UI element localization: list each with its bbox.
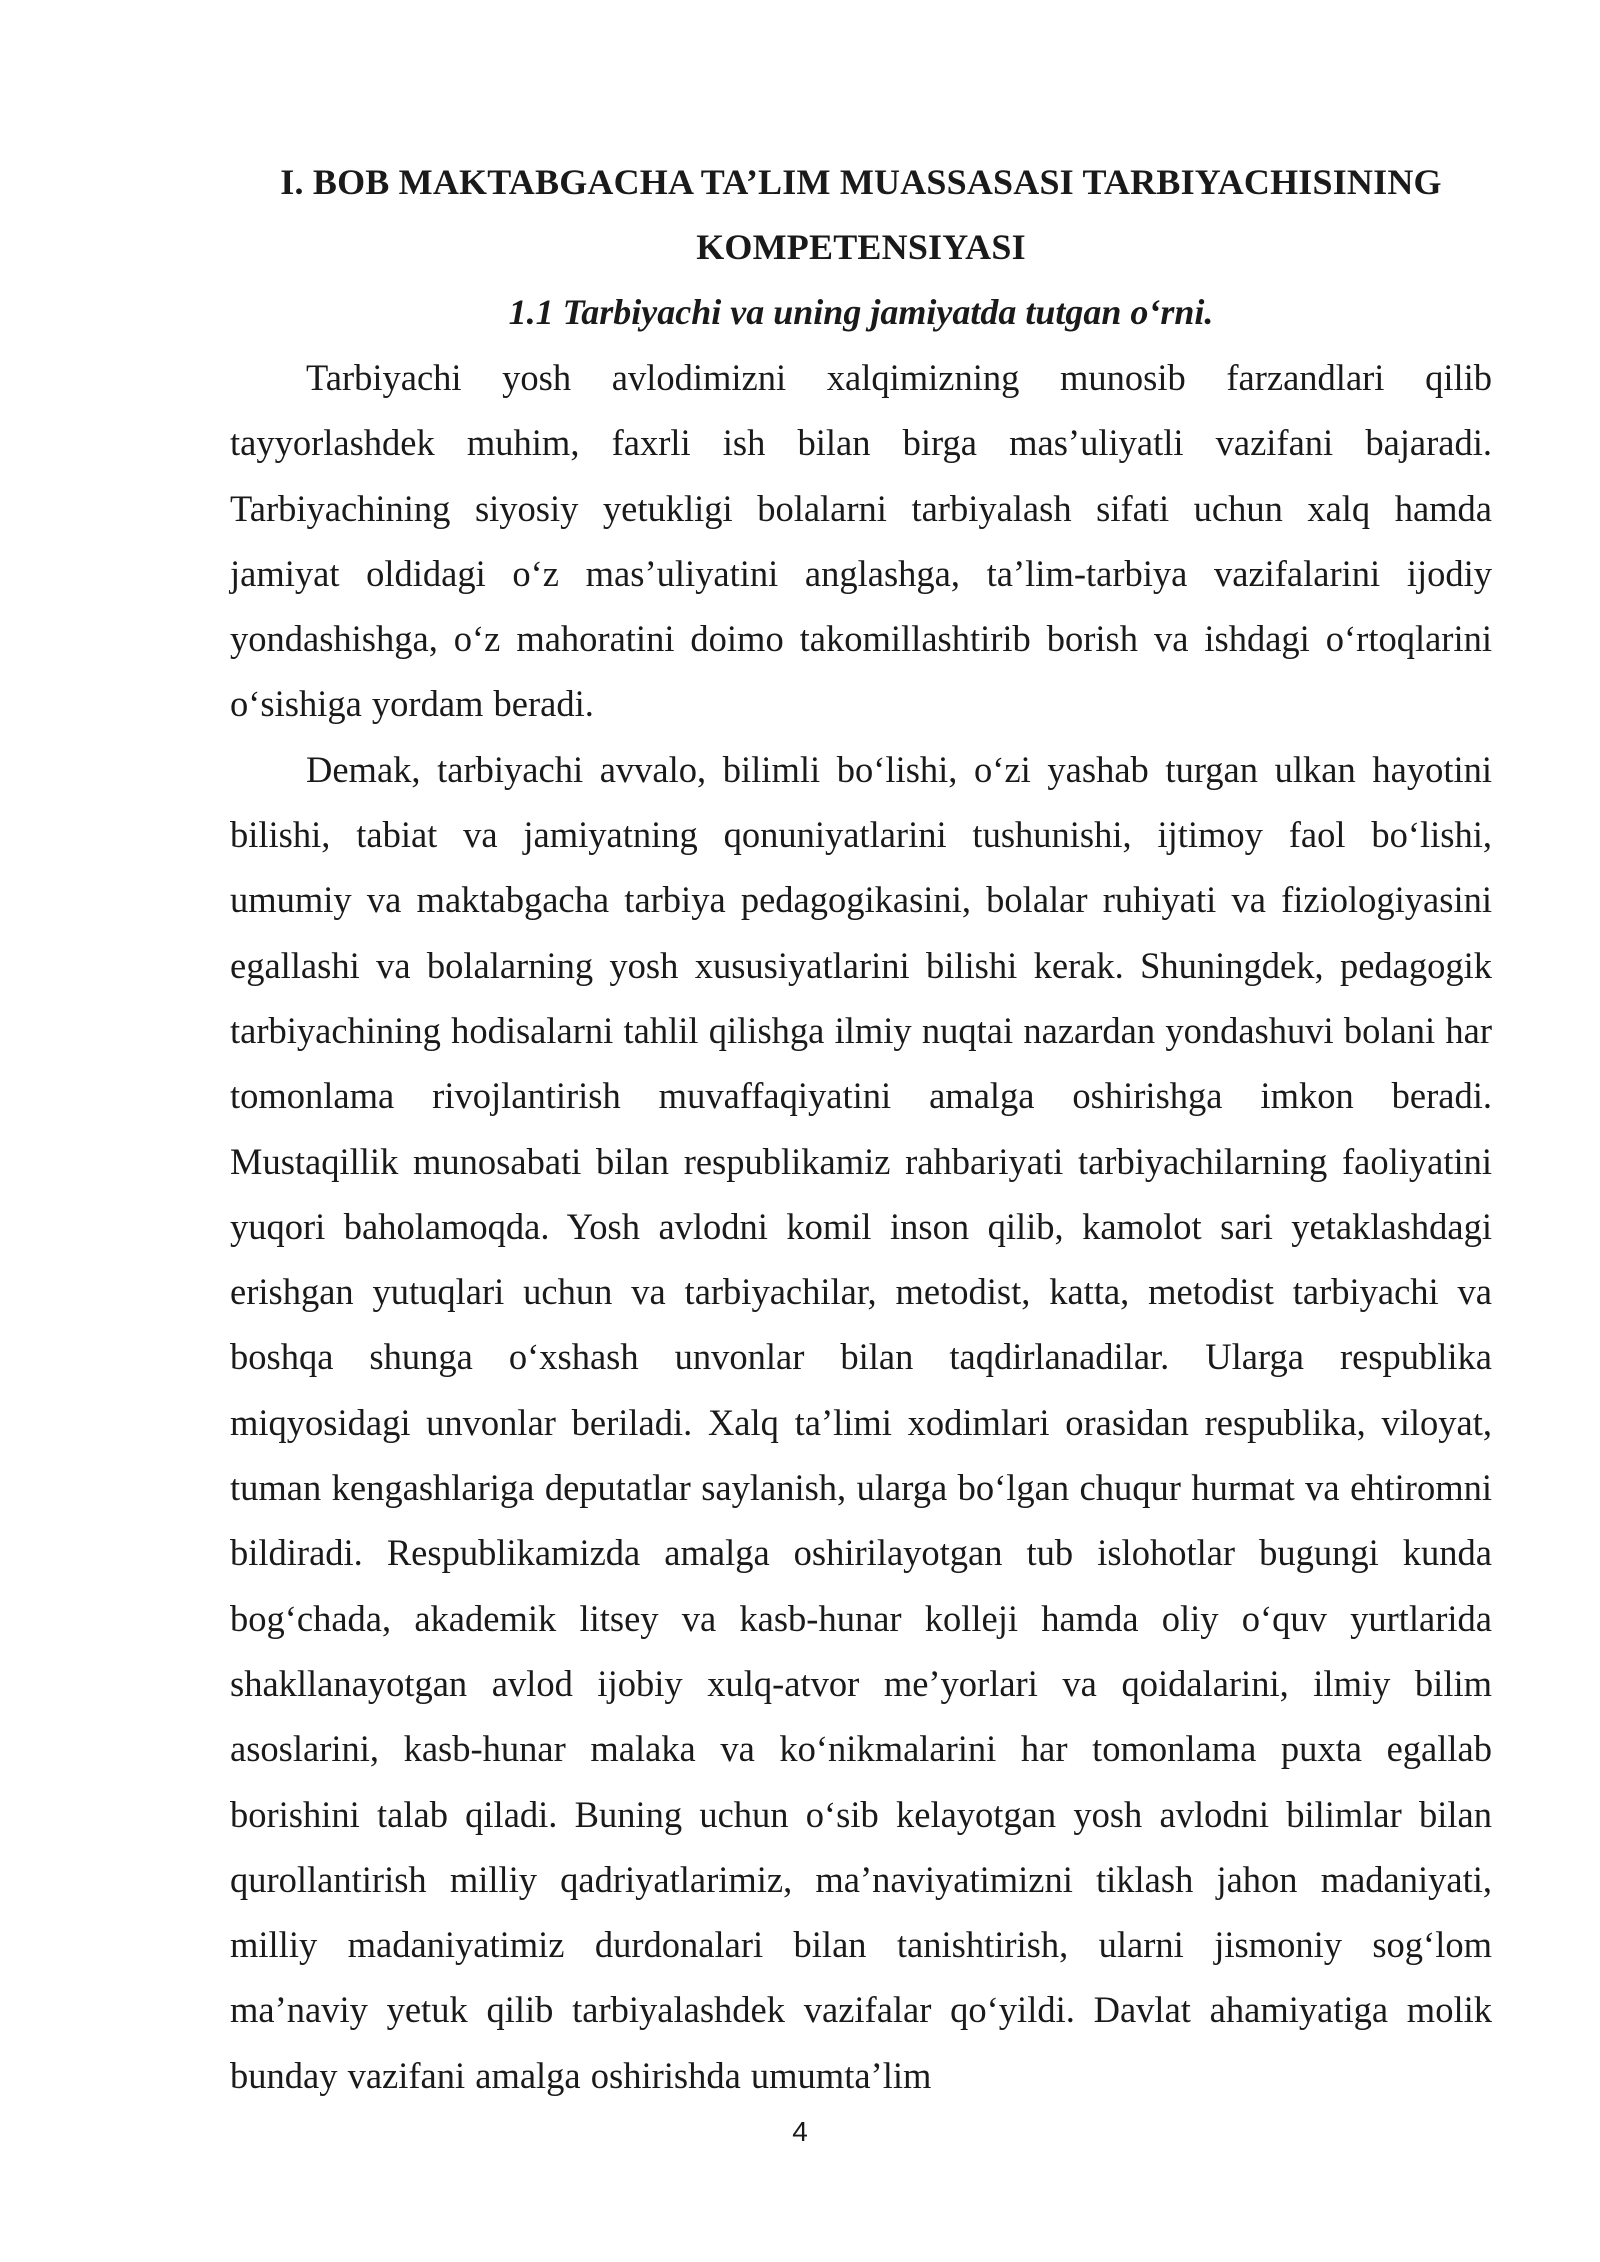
section-title: 1.1 Tarbiyachi va uning jamiyatda tutgan o‘rni. (508, 292, 1214, 332)
page-number: 4 (792, 2116, 808, 2147)
document-page (230, 150, 1492, 2108)
paragraph-2: Demak, tarbiyachi avvalo, bilimli bo‘lishi, o‘zi yashab turgan ulkan hayotini bilishi, tabiat va jamiyatning qonuniyatlarini tushunishi, ijtimoy faol bo‘lishi, umumiy va maktabgacha tarbiya pedagogikasini, bolalar ruhiyati va fiziologiyasini egallashi va bolalarning yosh xususiyatlarini bilishi kerak. Shuningdek, pedagogik tarbiyachining hodisalarni tahlil qilishga ilmiy nuqtai nazardan yondashuvi bolani har tomonlama rivojlantirish muvaffaqiyatini amalga oshirishga imkon beradi. Mustaqillik munosabati bilan respublikamiz rahbariyati tarbiyachilarning faoliyatini yuqori baholamoqda. Yosh avlodni komil inson qilib, kamolot sari yetaklashdagi erishgan yutuqlari uchun va tarbiyachilar, metodist, katta, metodist tarbiyachi va boshqa shunga o‘xshash unvonlar bilan taqdirlanadilar. Ularga respublika miqyosidagi unvonlar beriladi. Xalq ta’limi xodimlari orasidan respublika, viloyat, tuman kengashlariga deputatlar saylanish, ularga bo‘lgan chuqur hurmat va ehtiromni bildiradi. Respublikamizda amalga oshirilayotgan tub islohotlar bugungi kunda bog‘chada, akademik litsey va kasb-hunar kolleji hamda oliy o‘quv yurtlarida shakllanayotgan avlod ijobiy xulq-atvor me’yorlari va qoidalarini, ilmiy bilim asoslarini, kasb-hunar malaka va ko‘nikmalarini har tomonlama puxta egallab borishini talab qiladi. Buning uchun o‘sib kelayotgan yosh avlodni bilimlar bilan qurollantirish milliy qadriyatlarimiz, ma’naviyatimizni tiklash jahon madaniyati, milliy madaniyatimiz durdonalari bilan tanishtirish, ularni jismoniy sog‘lom ma’naviy yetuk qilib tarbiyalashdek vazifalar qo‘yildi. Davlat ahamiyatiga molik bunday vazifani amalga oshirishda umumta’lim (230, 748, 1492, 2096)
paragraph-1: Tarbiyachi yosh avlodimizni xalqimizning munosib farzandlari qilib tayyorlashdek muhim, faxrli ish bilan birga mas’uliyatli vazifani bajaradi. Tarbiyachining siyosiy yetukligi bolalarni tarbiyalash sifati uchun xalq hamda jamiyat oldidagi o‘z mas’uliyatini anglashga, ta’lim-tarbiya vazifalarini ijodiy yondashishga, o‘z mahoratini doimo takomillashtirib borish va ishdagi o‘rtoqlarini o‘sishiga yordam beradi. (230, 357, 1492, 725)
chapter-title: I. BOB MAKTABGACHA TA’LIM MUASSASASI TARBIYACHISINING KOMPETENSIYASI (280, 162, 1442, 267)
